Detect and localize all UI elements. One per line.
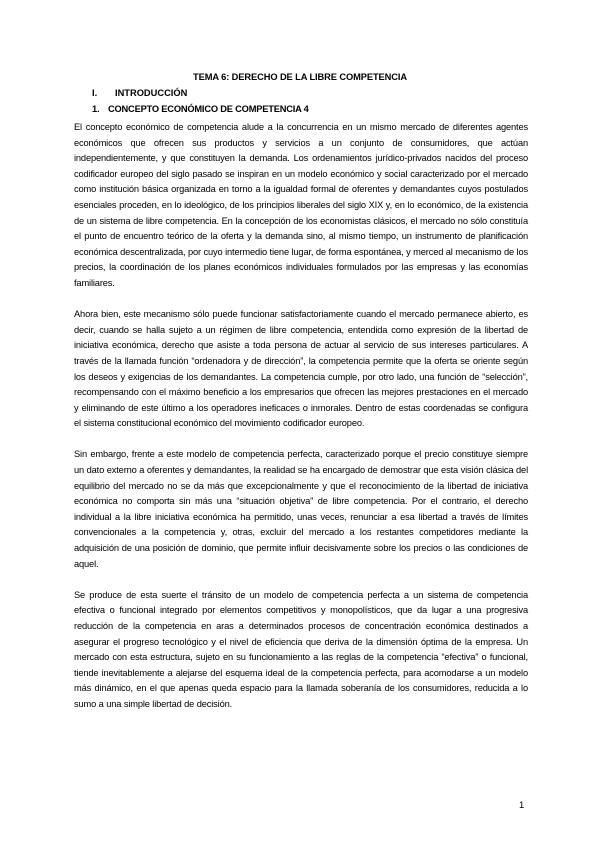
paragraph: Sin embargo, frente a este modelo de competencia perfecta, caracterizado porque el precio constituye siempre un dato externo a oferentes y demandantes, la realidad se ha encargado de demostrar que esta visión clásica del equilibrio del mercado no se da más que excepcionalmente y que el reconocimiento de la libertad de iniciativa económica no comporta sin más una “situación objetiva” de libre competencia. Por el contrario, el derecho individual a la libre iniciativa económica ha permitido, unas veces, renunciar a esa libertad a través de límites convencionales a la competencia y, otras, excluir del mercado a los restantes competidores mediante la adquisición de una posición de dominio, que permite influir decisivamente sobre los precios o las condiciones de aquel. <box>74 449 528 569</box>
paragraph: Se produce de esta suerte el tránsito de un modelo de competencia perfecta a un sistema de competencia efectiva o funcional integrado por elementos competitivos y monopolísticos, que da lugar a una progresiva reducción de la competencia en aras a determinados procesos de concentración económica destinados a asegurar el progreso tecnológico y el nivel de eficiencia que deriva de la dimensión óptima de la empresa. Un mercado con esta estructura, sujeto en su funcionamiento a las reglas de la competencia “efectiva” o funcional, tiende inevitablemente a alejarse del esquema ideal de la competencia perfecta, para acomodarse a un modelo más dinámico, en el que apenas queda espacio para la llamada soberanía de los consumidores, reducida a lo sumo a una simple libertad de decisión. <box>74 589 528 709</box>
paragraph: Ahora bien, este mecanismo sólo puede funcionar satisfactoriamente cuando el mercado permanece abierto, es decir, cuando se halla sujeto a un régimen de libre competencia, entendida como expresión de la libertad de iniciativa económica, derecho que asiste a toda persona de actuar al servicio de sus intereses particulares. A través de la llamada función “ordenadora y de dirección”, la competencia permite que la oferta se oriente según los deseos y exigencias de los demandantes. La competencia cumple, por otro lado, una función de “selección”, recompensando con el máximo beneficio a los empresarios que ofrecen las mejores prestaciones en el mercado y eliminando de este último a los operadores ineficaces o inmorales. Dentro de estas coordenadas se configura el sistema constitucional económico del movimiento codificador europeo. <box>74 309 528 429</box>
document-body <box>74 120 528 728</box>
subsection-label: CONCEPTO ECONÓMICO DE COMPETENCIA 4 <box>108 104 309 114</box>
paragraph: El concepto económico de competencia alude a la concurrencia en un mismo mercado de diferentes agentes económicos que ofrecen sus productos y servicios a un conjunto de consumidores, que actúan independientemente, y que constituyen la demanda. Los ordenamientos jurídico-privados nacidos del proceso codificador europeo del siglo pasado se inspiran en un modelo económico y social caracterizado por el mercado como institución básica organizada en torno a la igualdad formal de oferentes y demandantes cuyos postulados esenciales proceden, en lo ideológico, de los principios liberales del siglo XIX y, en lo económico, de la existencia de un sistema de libre competencia. En la concepción de los economistas clásicos, el mercado no sólo constituía el punto de encuentro teórico de la oferta y la demanda sino, al mismo tiempo, un instrumento de planificación económica descentralizada, por cuyo intermedio tiene lugar, de forma espontánea, y merced al mecanismo de los precios, la coordinación de los planes económicos individuales formulados por las empresas y las economías familiares. <box>74 122 528 288</box>
section-label: INTRODUCCIÓN <box>115 88 188 98</box>
document-title: TEMA 6: DERECHO DE LA LIBRE COMPETENCIA <box>193 72 407 82</box>
section-number: I. <box>92 88 98 98</box>
subsection-number: 1. <box>92 104 100 114</box>
section-heading <box>92 88 187 98</box>
page-number: 1 <box>519 800 525 810</box>
subsection-heading <box>92 104 309 114</box>
